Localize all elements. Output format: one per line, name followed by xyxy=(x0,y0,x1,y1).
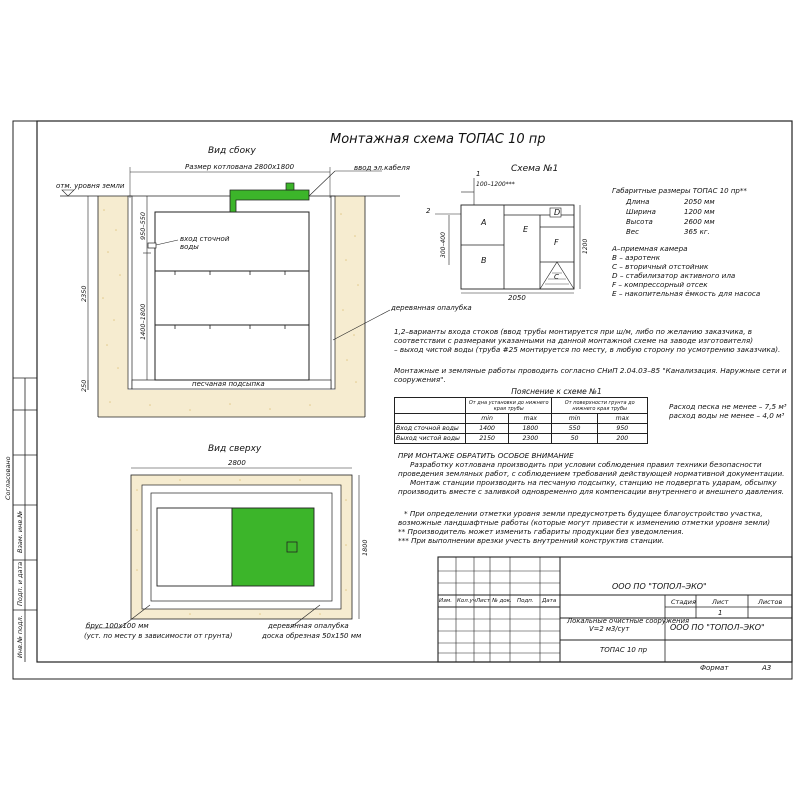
dims-value-2: 2600 мм xyxy=(684,218,715,226)
side-stamp-agreed: Согласовано xyxy=(4,456,12,500)
chamber-C: C xyxy=(554,273,559,281)
stamp-object-2: V=2 м3/сут xyxy=(589,625,630,633)
row-label: Выход чистой воды xyxy=(395,434,466,444)
cell: 200 xyxy=(597,434,647,444)
tank-lid xyxy=(230,190,309,212)
board-label: доска обрезная 50х150 мм xyxy=(262,632,362,640)
footnote: ** Производитель может изменить габариты продукции без уведомления. xyxy=(398,527,684,536)
scheme1-height: 1200 xyxy=(582,238,589,254)
stamp-product: ТОПАС 10 пр xyxy=(600,646,648,654)
legend-item: D – стабилизатор активного ила xyxy=(612,271,736,280)
stamp-col-list: Лист xyxy=(476,598,490,604)
note-line: 1,2–варианты входа стоков (ввод трубы монтируется при ш/м, либо по желанию заказчика, в xyxy=(394,327,753,336)
sand-bed-label: песчаная подсыпка xyxy=(192,380,265,388)
legend xyxy=(612,244,760,298)
cell: 950 xyxy=(597,424,647,434)
footnote: *** При выполнении врезки учесть внутренний конструктив станции. xyxy=(398,536,665,545)
format-value: А3 xyxy=(762,664,772,672)
stamp-stage: Стадия xyxy=(671,598,696,606)
cell: 1400 xyxy=(466,424,509,434)
chamber-A: A xyxy=(481,218,487,227)
dims-label-3: Вес xyxy=(626,228,639,236)
dims-value-0: 2050 мм xyxy=(684,198,715,206)
cell: 1800 xyxy=(509,424,552,434)
attention-heading: ПРИ МОНТАЖЕ ОБРАТИТЬ ОСОБОЕ ВНИМАНИЕ xyxy=(398,451,574,460)
format-label: Формат xyxy=(700,664,729,672)
ground-level-label: отм. уровня земли xyxy=(56,182,125,190)
notes-snip xyxy=(394,366,787,384)
side-stamp-vzam: Взам. инв.№ xyxy=(16,510,24,553)
min-head: min xyxy=(466,414,509,424)
notes-top xyxy=(394,327,780,354)
dims-label-1: Ширина xyxy=(626,208,656,216)
beam-note: (уст. по месту в зависимости от грунта) xyxy=(84,632,233,640)
beam-label: брус 100х100 мм xyxy=(86,622,149,630)
stamp-sheet: 1 xyxy=(718,609,723,617)
callout-2: 2 xyxy=(426,207,431,215)
max-head: max xyxy=(509,414,552,424)
legend-item: A–приемная камера xyxy=(612,244,688,253)
attention-line: производить вместе с заливкой одновременно для компенсации внутреннего и внешнего давления. xyxy=(398,487,785,496)
dim-top: 950–550 xyxy=(139,211,147,240)
chamber-B: B xyxy=(481,256,487,265)
stamp-col-podp: Подп. xyxy=(517,598,534,604)
col1-head: От дна установки до нижнего края трубы xyxy=(466,398,552,414)
attention-line: проведения земляных работ, с соблюдением требований действующей нормативной документации. xyxy=(398,469,785,478)
dims-heading: Габаритные размеры ТОПАС 10 пр** xyxy=(612,187,747,195)
pit-size-label: Размер котлована 2800х1800 xyxy=(185,163,295,171)
attention-line: Разработку котлована производить при условии соблюдения правил техники безопасности xyxy=(410,460,762,469)
top-lid xyxy=(232,508,314,586)
footnote: * При определении отметки уровня земли предусмотреть будущее благоустройство участка, xyxy=(404,509,763,518)
side-stamp-podp: Подп. и дата xyxy=(16,561,24,606)
cable-entry-label: ввод эл.кабеля xyxy=(354,164,410,172)
col2-head: От поверхности грунта до нижнего края трубы xyxy=(552,398,648,414)
dims-value-1: 1200 мм xyxy=(684,208,715,216)
explain-table xyxy=(394,386,648,444)
dims-value-3: 365 кг. xyxy=(684,228,710,236)
side-stamp-inv: Инв.№ подл. xyxy=(16,615,24,658)
note-line: Монтажные и земляные работы проводить согласно СНиП 2.04.03–85 "Канализация. Наружные сети и xyxy=(394,366,787,375)
consumption-sand: Расход песка не менее – 7,5 м³ xyxy=(669,402,787,411)
attention xyxy=(398,451,784,496)
note-line: сооружения". xyxy=(394,375,446,384)
top-view xyxy=(85,468,359,628)
legend-item: B – аэротенк xyxy=(612,253,661,262)
stamp-col-kol: Кол.уч xyxy=(457,598,477,604)
legend-item: C – вторичный отстойник xyxy=(612,262,709,271)
chamber-F: F xyxy=(554,238,559,247)
row-label: Вход сточной воды xyxy=(395,424,466,434)
cell: 2150 xyxy=(466,434,509,444)
callout-1: 1 xyxy=(476,170,481,178)
page-title: Монтажная схема ТОПАС 10 пр xyxy=(330,132,546,147)
stamp-company: ООО ПО "ТОПОЛ–ЭКО" xyxy=(612,582,707,591)
scheme1-left-dim: 300–400 xyxy=(440,232,447,258)
attention-line: Монтаж станции производить на песчаную подсыпку, станцию не подвергать ударам, обсыпку xyxy=(410,478,777,487)
stamp-col-izm: Изм. xyxy=(439,598,452,604)
sewage-inlet-label: вход сточной воды xyxy=(180,235,230,251)
cell: 2300 xyxy=(509,434,552,444)
top-formwork-label: деревянная опалубка xyxy=(268,622,349,630)
consumption xyxy=(669,402,787,420)
dim-total: 2350 xyxy=(80,285,88,302)
top-height-dim: 1800 xyxy=(361,539,369,556)
top-width-dim: 2800 xyxy=(228,459,246,467)
side-view-heading: Вид сбоку xyxy=(208,146,256,156)
dims-label-0: Длина xyxy=(626,198,650,206)
top-view-heading: Вид сверху xyxy=(208,444,262,454)
stamp-list: Лист xyxy=(712,598,729,606)
legend-item: E – накопительная ёмкость для насоса xyxy=(612,289,761,298)
chamber-E: E xyxy=(523,225,529,234)
stamp-col-doc: № док. xyxy=(492,598,512,604)
stamp-lists: Листов xyxy=(758,598,783,606)
scheme1-offset: 100–1200*** xyxy=(476,181,515,188)
explain-title: Пояснение к схеме №1 xyxy=(466,386,648,398)
note-line: – выход чистой воды (труба #25 монтируется по месту, в любую сторону по усмотрению заказчика). xyxy=(394,345,781,354)
stamp-object-1: Локальные очистные сооружения xyxy=(567,617,690,625)
formwork-label: деревянная опалубка xyxy=(391,304,472,312)
cell: 550 xyxy=(552,424,597,434)
consumption-water: расход воды не менее – 4,0 м³ xyxy=(669,411,785,420)
dims-label-2: Высота xyxy=(626,218,653,226)
chamber-D: D xyxy=(554,208,561,217)
cell: 50 xyxy=(552,434,597,444)
note-line: соответствии с размерами указанными на данной монтажной схеме на заводе изготовителя) xyxy=(394,336,753,345)
dim-mid: 1400–1800 xyxy=(139,303,147,340)
scheme1-width: 2050 xyxy=(508,294,526,302)
legend-item: F – компрессорный отсек xyxy=(612,280,708,289)
dim-bottom: 250 xyxy=(80,379,88,392)
scheme1-heading: Схема №1 xyxy=(511,164,559,174)
stamp-company-2: ООО ПО "ТОПОЛ–ЭКО" xyxy=(670,623,765,632)
max-head: max xyxy=(597,414,647,424)
min-head: min xyxy=(552,414,597,424)
stamp-col-date: Дата xyxy=(542,598,557,604)
footnotes xyxy=(398,509,770,545)
footnote: возможные ландшафтные работы (которые могут привести к изменению отметки уровня земли) xyxy=(398,518,771,527)
